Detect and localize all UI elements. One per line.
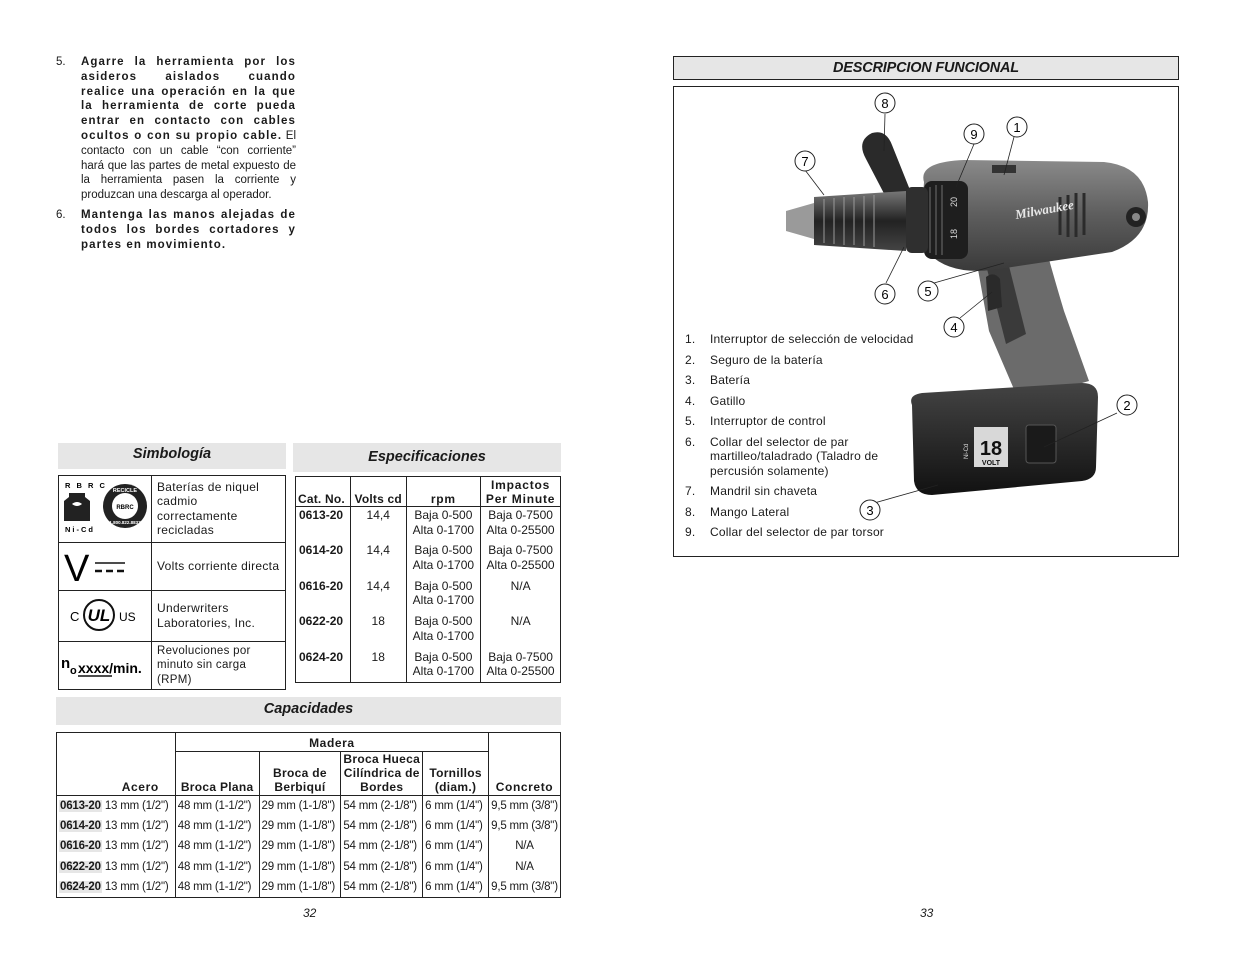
part-number: 9. — [685, 525, 696, 539]
table-row — [57, 857, 561, 877]
symbol-description: Baterías de niquel cadmio correctamente recicladas — [152, 476, 286, 543]
cat-number: 0616-20 — [60, 840, 101, 853]
callout-1 — [1007, 117, 1027, 137]
table-row — [59, 641, 286, 690]
berbiqui-value: 29 mm (1-1/8") — [259, 877, 341, 897]
clutch-18-label: 18 — [949, 228, 959, 239]
col-header-berbiqui: Broca de Berbiquí — [259, 752, 341, 796]
especificaciones-table — [295, 476, 561, 683]
ipm-low: Baja 0-7500 — [488, 649, 553, 664]
svg-text:8: 8 — [881, 96, 889, 111]
callout-7 — [795, 151, 815, 171]
list-item — [685, 373, 935, 388]
speed-switch — [992, 165, 1016, 173]
rpm-symbol-graphic — [59, 644, 151, 684]
rpm-symbol-icon — [59, 641, 152, 690]
ul-us-text: US — [119, 610, 136, 624]
table-row — [59, 542, 286, 591]
rbrc-top-text: R B R C — [65, 481, 107, 490]
list-item — [685, 484, 935, 499]
ipm-high: Alta 0-25500 — [486, 522, 555, 537]
battery-silhouette — [64, 493, 90, 521]
chuck-jaws — [786, 203, 814, 239]
ul-mark-graphic — [59, 591, 151, 637]
safety-warnings — [56, 55, 296, 257]
simbologia-header: Simbología — [58, 443, 286, 469]
symbol-description: Volts corriente directa — [152, 542, 286, 591]
broca-hueca-value: 54 mm (2-1/8") — [341, 796, 423, 816]
ipm-low: N/A — [510, 578, 531, 593]
berbiqui-value: 29 mm (1-1/8") — [259, 836, 341, 856]
acero-value: 13 mm (1/2") — [104, 860, 169, 873]
col-header-broca-plana: Broca Plana — [175, 752, 259, 796]
ipm-low: Baja 0-7500 — [488, 543, 553, 557]
blank-header — [489, 733, 561, 752]
part-label: Seguro de la batería — [710, 352, 823, 367]
part-number: 6. — [685, 434, 696, 449]
part-number: 5. — [685, 414, 696, 428]
svg-text:2: 2 — [1123, 398, 1131, 413]
rbrc-seal-graphic — [59, 476, 151, 538]
table-row — [296, 542, 561, 578]
descripcion-funcional-panel — [673, 86, 1179, 557]
symbol-description: Revoluciones por minuto sin carga (RPM) — [152, 641, 286, 690]
ipm-high: Alta 0-25500 — [486, 664, 555, 678]
table-row — [296, 507, 561, 543]
table-row — [296, 649, 561, 683]
rpm-high: Alta 0-1700 — [412, 593, 475, 607]
battery-voltage-text: 18 — [979, 438, 1003, 460]
part-label: Mango Lateral — [710, 504, 790, 519]
acero-cell — [57, 816, 176, 836]
broca-plana-value: 48 mm (1-1/2") — [175, 857, 259, 877]
volts-v-glyph: V — [64, 547, 90, 587]
capacidades-table — [56, 732, 561, 898]
part-label: Collar del selector de par martilleo/taladrado (Taladro de percusión solamente) — [710, 434, 879, 478]
warning-item — [56, 208, 296, 252]
volts-dc-graphic — [59, 543, 151, 587]
broca-plana-value: 48 mm (1-1/2") — [175, 836, 259, 856]
cat-number: 0613-20 — [60, 799, 101, 812]
ul-listed-icon — [59, 591, 152, 642]
table-row — [296, 578, 561, 614]
volts-dc-icon — [59, 542, 152, 591]
cat-number: 0622-20 — [60, 860, 101, 873]
volts-value: 14,4 — [350, 542, 406, 578]
blank-header — [57, 733, 176, 752]
part-label: Collar del selector de par torsor — [710, 525, 885, 539]
rpm-value — [406, 649, 481, 683]
ipm-value — [481, 542, 561, 578]
callout-5 — [918, 281, 938, 301]
list-item — [685, 332, 935, 347]
tornillos-value: 6 mm (1/4") — [423, 816, 489, 836]
broca-hueca-value: 54 mm (2-1/8") — [341, 877, 423, 897]
rbrc-bottom-text: Ni-Cd — [65, 525, 95, 534]
simbologia-table — [58, 475, 286, 690]
rpm-low: Baja 0-500 — [414, 543, 473, 557]
ul-center-text: UL — [87, 606, 111, 625]
svg-text:3: 3 — [866, 503, 874, 518]
table-header-row — [57, 752, 561, 796]
berbiqui-value: 29 mm (1-1/8") — [259, 816, 341, 836]
concreto-value: N/A — [489, 836, 561, 856]
part-label: Interruptor de selección de velocidad — [710, 332, 914, 346]
acero-cell — [57, 857, 176, 877]
table-row — [57, 836, 561, 856]
parts-list — [685, 332, 935, 546]
rbrc-recycle-icon — [59, 476, 152, 543]
part-number: 3. — [685, 373, 696, 387]
warning-bold-text: Mantenga las manos alejadas de todos los bordes cortadores y partes en movimiento. — [81, 208, 296, 251]
warning-item — [56, 55, 296, 203]
callout-4 — [944, 317, 964, 337]
broca-plana-value: 48 mm (1-1/2") — [175, 816, 259, 836]
ipm-high: Alta 0-25500 — [486, 557, 555, 572]
clutch-20-label: 20 — [949, 196, 959, 207]
acero-value: 13 mm (1/2") — [104, 820, 169, 833]
group-header-madera: Madera — [175, 733, 488, 752]
part-number: 7. — [685, 484, 696, 498]
col-header-concreto: Concreto — [489, 752, 561, 796]
svg-text:1: 1 — [1013, 120, 1021, 135]
table-group-header-row — [57, 733, 561, 752]
rpm-value-text: xxxx/min. — [78, 659, 142, 676]
seal-center-text: RBRC — [116, 505, 134, 511]
col-header-cat: Cat. No. — [296, 477, 351, 507]
battery-volt-text: VOLT — [981, 460, 1001, 467]
rpm-n-text: n — [61, 654, 71, 672]
battery-side-text: Ni-Cd — [964, 443, 970, 459]
warning-number: 5. — [56, 56, 66, 68]
seal-top-text: RECICLE — [112, 488, 138, 494]
rpm-high: Alta 0-1700 — [412, 522, 475, 537]
warning-text: El contacto con un cable “con corriente” hará que las partes de metal expuesto de la herramienta pasen la corriente y produzcan una descarga al operador. — [81, 129, 296, 202]
rpm-low: Baja 0-500 — [414, 578, 473, 593]
broca-plana-value: 48 mm (1-1/2") — [175, 796, 259, 816]
svg-text:6: 6 — [881, 287, 889, 302]
concreto-value: 9,5 mm (3/8") — [489, 796, 561, 816]
acero-cell — [57, 796, 176, 816]
part-number: 4. — [685, 393, 696, 408]
table-row — [57, 816, 561, 836]
trigger — [986, 274, 1002, 311]
svg-text:9: 9 — [970, 127, 978, 142]
rpm-high: Alta 0-1700 — [412, 628, 475, 643]
rpm-low: Baja 0-500 — [414, 614, 473, 628]
volts-value: 18 — [350, 613, 406, 649]
part-number: 1. — [685, 332, 696, 346]
ipm-low: Baja 0-7500 — [488, 508, 553, 522]
callout-8 — [875, 93, 895, 113]
rpm-sub-text: o — [70, 664, 77, 677]
berbiqui-value: 29 mm (1-1/8") — [259, 796, 341, 816]
volts-value: 14,4 — [350, 578, 406, 614]
rpm-value — [406, 578, 481, 614]
acero-value: 13 mm (1/2") — [104, 799, 169, 812]
broca-hueca-value: 54 mm (2-1/8") — [341, 836, 423, 856]
part-label: Interruptor de control — [710, 414, 826, 428]
table-row — [57, 796, 561, 816]
callout-9 — [964, 124, 984, 144]
cat-number: 0616-20 — [296, 578, 351, 614]
list-item — [685, 525, 935, 540]
part-number: 2. — [685, 352, 696, 367]
table-row — [59, 476, 286, 543]
acero-value: 13 mm (1/2") — [104, 881, 169, 893]
list-item — [685, 394, 935, 409]
col-header-volts: Volts cd — [350, 477, 406, 507]
broca-hueca-value: 54 mm (2-1/8") — [341, 816, 423, 836]
table-header-row — [296, 477, 561, 507]
rpm-value — [406, 507, 481, 543]
cat-number: 0624-20 — [60, 881, 101, 893]
tornillos-value: 6 mm (1/4") — [423, 857, 489, 877]
table-row — [59, 591, 286, 642]
cat-number: 0613-20 — [296, 507, 351, 543]
volts-value: 18 — [350, 649, 406, 683]
table-row — [57, 877, 561, 897]
brand-logo-text: Milwaukee — [1013, 196, 1075, 222]
concreto-value: 9,5 mm (3/8") — [489, 877, 561, 897]
svg-text:4: 4 — [950, 320, 958, 335]
col-header-rpm: rpm — [406, 477, 481, 507]
page-number-right: 33 — [920, 906, 934, 920]
table-row — [296, 613, 561, 649]
rpm-value — [406, 613, 481, 649]
descripcion-funcional-header: DESCRIPCION FUNCIONAL — [673, 56, 1179, 80]
warning-number: 6. — [56, 208, 66, 221]
cat-number: 0614-20 — [296, 542, 351, 578]
svg-text:5: 5 — [924, 284, 932, 299]
berbiqui-value: 29 mm (1-1/8") — [259, 857, 341, 877]
especificaciones-header: Especificaciones — [293, 443, 561, 472]
callout-6 — [875, 284, 895, 304]
list-item — [685, 414, 935, 429]
concreto-value: N/A — [489, 857, 561, 877]
part-label: Gatillo — [710, 393, 746, 408]
broca-hueca-value: 54 mm (2-1/8") — [341, 857, 423, 877]
capacidades-header: Capacidades — [56, 697, 561, 725]
battery-release — [1026, 425, 1056, 463]
acero-cell — [57, 836, 176, 856]
cat-number: 0614-20 — [60, 820, 101, 833]
tornillos-value: 6 mm (1/4") — [423, 836, 489, 856]
ipm-value — [481, 507, 561, 543]
part-label: Batería — [710, 373, 751, 387]
ul-c-text: C — [70, 609, 80, 624]
cat-number: 0622-20 — [296, 613, 351, 649]
broca-plana-value: 48 mm (1-1/2") — [175, 877, 259, 897]
acero-value: 13 mm (1/2") — [104, 840, 169, 853]
cat-number: 0624-20 — [296, 649, 351, 683]
svg-text:7: 7 — [801, 154, 809, 169]
ipm-low: N/A — [510, 614, 531, 628]
ipm-value — [481, 649, 561, 683]
rpm-value — [406, 542, 481, 578]
list-item — [685, 505, 935, 520]
rpm-low: Baja 0-500 — [414, 649, 473, 664]
ipm-value — [481, 613, 561, 649]
rpm-low: Baja 0-500 — [414, 508, 473, 522]
part-label: Mandril sin chaveta — [710, 484, 818, 498]
page-number-left: 32 — [303, 906, 317, 920]
tornillos-value: 6 mm (1/4") — [423, 877, 489, 897]
keyless-chuck — [814, 191, 906, 251]
rpm-high: Alta 0-1700 — [412, 557, 475, 572]
tornillos-value: 6 mm (1/4") — [423, 796, 489, 816]
col-header-broca-hueca: Broca Hueca Cilíndrica de Bordes — [341, 752, 423, 796]
symbol-description: Underwriters Laboratories, Inc. — [152, 591, 286, 642]
seal-bottom-text: 1.800.822.8837 — [109, 520, 141, 525]
col-header-ipm: Impactos Per Minute — [481, 477, 561, 507]
ipm-value — [481, 578, 561, 614]
concreto-value: 9,5 mm (3/8") — [489, 816, 561, 836]
mode-collar — [906, 187, 928, 253]
part-number: 8. — [685, 504, 696, 519]
warning-bold-text: Agarre la herramienta por los asideros aislados cuando realice una operación en la que la herramienta de corte pueda entrar en contacto con cables ocultos o con su propio cable. — [81, 56, 296, 142]
rpm-high: Alta 0-1700 — [412, 664, 475, 678]
list-item — [685, 353, 935, 368]
acero-cell — [57, 877, 176, 897]
callout-2 — [1117, 395, 1137, 415]
col-header-acero: Acero — [57, 752, 176, 796]
list-item — [685, 435, 910, 479]
col-header-tornillos: Tornillos (diam.) — [423, 752, 489, 796]
volts-value: 14,4 — [350, 507, 406, 543]
